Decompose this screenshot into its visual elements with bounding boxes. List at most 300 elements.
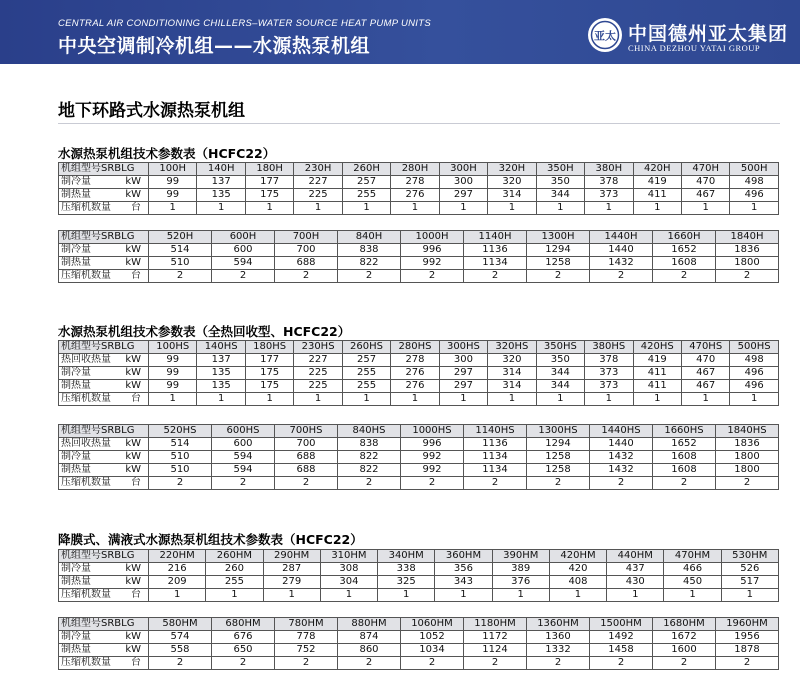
value-cell: 373	[585, 367, 633, 380]
value-cell: 257	[342, 354, 390, 367]
value-cell: 1258	[527, 464, 590, 477]
model-cell: 280H	[391, 163, 439, 176]
model-cell: 420HM	[549, 550, 606, 563]
row-label: 制热量	[61, 257, 91, 268]
section-title: 水源热泵机组技术参数表（HCFC22）	[58, 146, 276, 161]
value-cell: 297	[439, 367, 487, 380]
value-cell: 430	[607, 576, 664, 589]
table-row	[59, 589, 779, 602]
value-cell: 1294	[527, 244, 590, 257]
value-cell: 496	[730, 189, 778, 202]
value-cell: 574	[149, 631, 212, 644]
value-cell: 1440	[590, 244, 653, 257]
value-cell: 350	[536, 354, 584, 367]
row-label-cell	[59, 464, 149, 477]
row-unit: 台	[131, 589, 141, 600]
row-label: 制热量	[61, 380, 91, 391]
value-cell: 700	[275, 244, 338, 257]
model-cell: 260HS	[342, 341, 390, 354]
spec-table	[58, 230, 779, 283]
value-cell: 344	[536, 380, 584, 393]
model-cell: 1660HS	[653, 425, 716, 438]
value-cell: 276	[391, 367, 439, 380]
model-cell: 220HM	[149, 550, 206, 563]
table-header-row	[59, 550, 779, 563]
value-cell: 1	[391, 202, 439, 215]
value-cell: 2	[338, 657, 401, 670]
model-cell: 100H	[149, 163, 197, 176]
model-cell: 880HM	[338, 618, 401, 631]
value-cell: 1	[294, 202, 342, 215]
company-logo	[588, 18, 788, 54]
value-cell: 314	[488, 189, 536, 202]
model-cell: 380HS	[585, 341, 633, 354]
row-unit: kW	[125, 367, 141, 378]
table-header-row	[59, 425, 779, 438]
value-cell: 1052	[401, 631, 464, 644]
value-cell: 1	[378, 589, 435, 602]
value-cell: 496	[730, 380, 778, 393]
row-label-cell	[59, 202, 149, 215]
value-cell: 1	[585, 202, 633, 215]
value-cell: 2	[653, 270, 716, 283]
model-cell: 260H	[342, 163, 390, 176]
value-cell: 408	[549, 576, 606, 589]
row-label: 热回收热量	[61, 438, 111, 449]
value-cell: 276	[391, 189, 439, 202]
spec-table	[58, 424, 779, 490]
value-cell: 526	[721, 563, 778, 576]
value-cell: 1	[549, 589, 606, 602]
value-cell: 1652	[653, 438, 716, 451]
model-cell: 360HM	[435, 550, 492, 563]
model-cell: 1140HS	[464, 425, 527, 438]
section-title: 降膜式、满液式水源热泵机组技术参数表（HCFC22）	[58, 532, 363, 547]
value-cell: 227	[294, 176, 342, 189]
value-cell: 498	[730, 354, 778, 367]
value-cell: 1134	[464, 464, 527, 477]
row-label-cell	[59, 576, 149, 589]
logo-mark-icon	[588, 18, 622, 52]
value-cell: 135	[197, 380, 245, 393]
value-cell: 257	[342, 176, 390, 189]
row-unit: kW	[125, 354, 141, 365]
model-cell: 1060HM	[401, 618, 464, 631]
row-unit: 台	[131, 657, 141, 668]
value-cell: 466	[664, 563, 721, 576]
value-cell: 209	[149, 576, 206, 589]
value-cell: 1332	[527, 644, 590, 657]
value-cell: 1	[149, 589, 206, 602]
model-cell: 1680HM	[653, 618, 716, 631]
value-cell: 992	[401, 257, 464, 270]
row-label-cell	[59, 176, 149, 189]
model-cell: 780HM	[275, 618, 338, 631]
row-label: 制冷量	[61, 451, 91, 462]
value-cell: 1	[488, 202, 536, 215]
value-cell: 1652	[653, 244, 716, 257]
row-unit: kW	[125, 563, 141, 574]
table-row	[59, 380, 779, 393]
value-cell: 175	[245, 189, 293, 202]
row-label: 制热量	[61, 189, 91, 200]
row-unit: kW	[125, 257, 141, 268]
model-cell: 1840H	[716, 231, 779, 244]
table-row	[59, 631, 779, 644]
model-cell: 290HM	[263, 550, 320, 563]
model-label-cell: 机组型号SRBLG	[59, 163, 149, 176]
value-cell: 1124	[464, 644, 527, 657]
value-cell: 419	[633, 176, 681, 189]
value-cell: 378	[585, 354, 633, 367]
value-cell: 778	[275, 631, 338, 644]
row-label: 压缩机数量	[61, 657, 111, 668]
model-cell: 1360HM	[527, 618, 590, 631]
model-cell: 700HS	[275, 425, 338, 438]
value-cell: 2	[527, 477, 590, 490]
value-cell: 822	[338, 257, 401, 270]
value-cell: 2	[401, 270, 464, 283]
logo-company-english-name: CHINA DEZHOU YATAI GROUP	[628, 43, 761, 53]
value-cell: 498	[730, 176, 778, 189]
table-row	[59, 438, 779, 451]
model-cell: 520HS	[149, 425, 212, 438]
value-cell: 676	[212, 631, 275, 644]
value-cell: 1	[245, 202, 293, 215]
table-row	[59, 451, 779, 464]
model-cell: 1440H	[590, 231, 653, 244]
value-cell: 137	[197, 354, 245, 367]
value-cell: 1492	[590, 631, 653, 644]
value-cell: 1	[492, 589, 549, 602]
value-cell: 752	[275, 644, 338, 657]
value-cell: 688	[275, 451, 338, 464]
table-row	[59, 189, 779, 202]
row-label: 制冷量	[61, 176, 91, 187]
value-cell: 2	[338, 270, 401, 283]
value-cell: 2	[149, 477, 212, 490]
model-cell: 840HS	[338, 425, 401, 438]
row-label: 热回收热量	[61, 354, 111, 365]
model-cell: 520H	[149, 231, 212, 244]
value-cell: 419	[633, 354, 681, 367]
model-cell: 1440HS	[590, 425, 653, 438]
value-cell: 216	[149, 563, 206, 576]
row-label-cell	[59, 380, 149, 393]
table-row	[59, 176, 779, 189]
value-cell: 450	[664, 576, 721, 589]
value-cell: 2	[716, 657, 779, 670]
value-cell: 1	[536, 202, 584, 215]
model-cell: 300HS	[439, 341, 487, 354]
model-cell: 470HS	[681, 341, 729, 354]
value-cell: 874	[338, 631, 401, 644]
value-cell: 2	[401, 657, 464, 670]
value-cell: 276	[391, 380, 439, 393]
row-label: 制热量	[61, 464, 91, 475]
row-unit: kW	[125, 464, 141, 475]
value-cell: 2	[716, 477, 779, 490]
row-label: 制热量	[61, 576, 91, 587]
value-cell: 1258	[527, 257, 590, 270]
value-cell: 437	[607, 563, 664, 576]
value-cell: 467	[681, 189, 729, 202]
value-cell: 1	[439, 202, 487, 215]
page-header	[0, 0, 800, 64]
value-cell: 1	[149, 202, 197, 215]
table-row	[59, 367, 779, 380]
value-cell: 320	[488, 176, 536, 189]
value-cell: 510	[149, 451, 212, 464]
header-chinese-title: 中央空调制冷机组——水源热泵机组	[58, 35, 371, 57]
row-label: 压缩机数量	[61, 393, 111, 404]
value-cell: 420	[549, 563, 606, 576]
value-cell: 300	[439, 354, 487, 367]
value-cell: 2	[653, 477, 716, 490]
value-cell: 860	[338, 644, 401, 657]
value-cell: 558	[149, 644, 212, 657]
model-cell: 180HS	[245, 341, 293, 354]
table-row	[59, 576, 779, 589]
row-label: 压缩机数量	[61, 477, 111, 488]
model-cell: 280HS	[391, 341, 439, 354]
spec-table	[58, 549, 779, 602]
row-label: 制冷量	[61, 244, 91, 255]
row-unit: kW	[125, 631, 141, 642]
model-cell: 1000HS	[401, 425, 464, 438]
value-cell: 1672	[653, 631, 716, 644]
value-cell: 1956	[716, 631, 779, 644]
row-label: 压缩机数量	[61, 202, 111, 213]
row-label-cell	[59, 367, 149, 380]
value-cell: 1	[342, 393, 390, 406]
row-label-cell	[59, 657, 149, 670]
model-cell: 1300HS	[527, 425, 590, 438]
table-row	[59, 244, 779, 257]
value-cell: 514	[149, 438, 212, 451]
value-cell: 320	[488, 354, 536, 367]
model-cell: 390HM	[492, 550, 549, 563]
value-cell: 135	[197, 367, 245, 380]
model-cell: 300H	[439, 163, 487, 176]
value-cell: 1	[320, 589, 377, 602]
value-cell: 304	[320, 576, 377, 589]
row-label: 压缩机数量	[61, 589, 111, 600]
value-cell: 822	[338, 451, 401, 464]
value-cell: 325	[378, 576, 435, 589]
value-cell: 1	[681, 393, 729, 406]
value-cell: 1608	[653, 257, 716, 270]
model-cell: 230HS	[294, 341, 342, 354]
value-cell: 2	[653, 657, 716, 670]
model-cell: 420HS	[633, 341, 681, 354]
model-cell: 420H	[633, 163, 681, 176]
value-cell: 227	[294, 354, 342, 367]
row-label-cell	[59, 438, 149, 451]
model-cell: 500HS	[730, 341, 778, 354]
value-cell: 510	[149, 257, 212, 270]
value-cell: 1600	[653, 644, 716, 657]
model-cell: 700H	[275, 231, 338, 244]
value-cell: 350	[536, 176, 584, 189]
value-cell: 1	[664, 589, 721, 602]
row-label-cell	[59, 631, 149, 644]
model-label-cell: 机组型号SRBLG	[59, 550, 149, 563]
model-cell: 1180HM	[464, 618, 527, 631]
value-cell: 225	[294, 367, 342, 380]
value-cell: 650	[212, 644, 275, 657]
model-cell: 1140H	[464, 231, 527, 244]
svg-text:亚太: 亚太	[594, 29, 616, 43]
row-label: 制冷量	[61, 367, 91, 378]
model-cell: 1300H	[527, 231, 590, 244]
value-cell: 1	[391, 393, 439, 406]
value-cell: 297	[439, 189, 487, 202]
value-cell: 1136	[464, 244, 527, 257]
value-cell: 344	[536, 189, 584, 202]
row-unit: 台	[131, 477, 141, 488]
value-cell: 514	[149, 244, 212, 257]
value-cell: 2	[401, 477, 464, 490]
value-cell: 700	[275, 438, 338, 451]
model-cell: 350HS	[536, 341, 584, 354]
value-cell: 175	[245, 380, 293, 393]
table-row	[59, 563, 779, 576]
value-cell: 1	[197, 202, 245, 215]
model-label-cell: 机组型号SRBLG	[59, 231, 149, 244]
value-cell: 470	[681, 176, 729, 189]
row-label: 制冷量	[61, 631, 91, 642]
value-cell: 1	[263, 589, 320, 602]
model-cell: 680HM	[212, 618, 275, 631]
table-row	[59, 477, 779, 490]
value-cell: 1	[536, 393, 584, 406]
logo-company-name: 中国德州亚太集团	[628, 23, 789, 45]
value-cell: 2	[212, 270, 275, 283]
value-cell: 99	[149, 354, 197, 367]
value-cell: 2	[590, 270, 653, 283]
row-unit: kW	[125, 451, 141, 462]
value-cell: 1878	[716, 644, 779, 657]
model-cell: 1960HM	[716, 618, 779, 631]
value-cell: 99	[149, 189, 197, 202]
value-cell: 1294	[527, 438, 590, 451]
row-unit: kW	[125, 176, 141, 187]
value-cell: 822	[338, 464, 401, 477]
model-cell: 600HS	[212, 425, 275, 438]
value-cell: 1134	[464, 451, 527, 464]
value-cell: 992	[401, 451, 464, 464]
header-english-title: CENTRAL AIR CONDITIONING CHILLERS–WATER SOURCE HEAT PUMP UNITS	[58, 18, 431, 29]
row-unit: kW	[125, 576, 141, 587]
value-cell: 1440	[590, 438, 653, 451]
value-cell: 1	[681, 202, 729, 215]
model-cell: 260HM	[206, 550, 263, 563]
value-cell: 1134	[464, 257, 527, 270]
value-cell: 838	[338, 438, 401, 451]
value-cell: 175	[245, 367, 293, 380]
value-cell: 344	[536, 367, 584, 380]
model-cell: 140HS	[197, 341, 245, 354]
value-cell: 343	[435, 576, 492, 589]
value-cell: 1	[488, 393, 536, 406]
value-cell: 378	[585, 176, 633, 189]
model-cell: 380H	[585, 163, 633, 176]
value-cell: 600	[212, 244, 275, 257]
value-cell: 2	[464, 477, 527, 490]
value-cell: 1	[721, 589, 778, 602]
model-cell: 840H	[338, 231, 401, 244]
value-cell: 1	[294, 393, 342, 406]
model-cell: 580HM	[149, 618, 212, 631]
value-cell: 225	[294, 380, 342, 393]
value-cell: 1	[197, 393, 245, 406]
value-cell: 1432	[590, 464, 653, 477]
row-unit: 台	[131, 393, 141, 404]
model-cell: 350H	[536, 163, 584, 176]
model-cell: 230H	[294, 163, 342, 176]
value-cell: 338	[378, 563, 435, 576]
value-cell: 996	[401, 438, 464, 451]
value-cell: 2	[590, 477, 653, 490]
value-cell: 1836	[716, 438, 779, 451]
value-cell: 2	[590, 657, 653, 670]
value-cell: 314	[488, 367, 536, 380]
row-label-cell	[59, 644, 149, 657]
value-cell: 255	[342, 367, 390, 380]
value-cell: 688	[275, 464, 338, 477]
table-row	[59, 270, 779, 283]
value-cell: 594	[212, 451, 275, 464]
spec-table	[58, 162, 779, 215]
table-row	[59, 393, 779, 406]
value-cell: 1	[435, 589, 492, 602]
model-label-cell: 机组型号SRBLG	[59, 425, 149, 438]
model-cell: 180H	[245, 163, 293, 176]
heading-divider	[58, 123, 780, 124]
value-cell: 1	[149, 393, 197, 406]
model-cell: 440HM	[607, 550, 664, 563]
value-cell: 1800	[716, 464, 779, 477]
value-cell: 1	[439, 393, 487, 406]
value-cell: 594	[212, 464, 275, 477]
table-header-row	[59, 163, 779, 176]
row-unit: kW	[125, 380, 141, 391]
model-cell: 1500HM	[590, 618, 653, 631]
value-cell: 2	[716, 270, 779, 283]
value-cell: 1	[633, 202, 681, 215]
value-cell: 2	[275, 477, 338, 490]
model-cell: 600H	[212, 231, 275, 244]
spec-table	[58, 340, 779, 406]
value-cell: 177	[245, 354, 293, 367]
value-cell: 356	[435, 563, 492, 576]
row-label: 制热量	[61, 644, 91, 655]
value-cell: 308	[320, 563, 377, 576]
row-unit: kW	[125, 189, 141, 200]
value-cell: 2	[212, 477, 275, 490]
table-row	[59, 464, 779, 477]
value-cell: 177	[245, 176, 293, 189]
table-row	[59, 657, 779, 670]
value-cell: 467	[681, 380, 729, 393]
value-cell: 255	[342, 189, 390, 202]
value-cell: 470	[681, 354, 729, 367]
value-cell: 1	[633, 393, 681, 406]
model-cell: 320HS	[488, 341, 536, 354]
value-cell: 287	[263, 563, 320, 576]
row-label: 制冷量	[61, 563, 91, 574]
